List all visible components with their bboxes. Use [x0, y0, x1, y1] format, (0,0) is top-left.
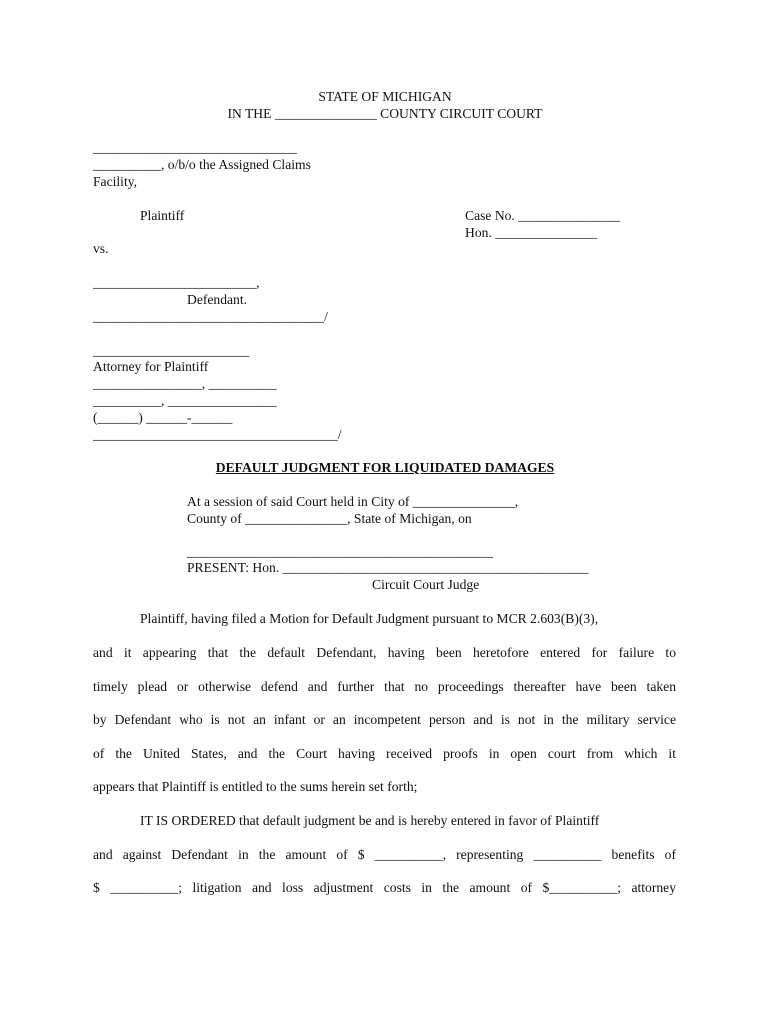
order-line: IT IS ORDERED that default judgment be and is hereby entered in favor of Plaintiff: [140, 813, 600, 828]
plaintiff-label: Plaintiff: [140, 208, 185, 223]
session-line: At a session of said Court held in City of _______________,: [187, 494, 519, 509]
versus-label: vs.: [93, 241, 109, 256]
present-judge-line: PRESENT: Hon. _____________________________________________: [187, 560, 589, 575]
attorney-phone: (______) ______-______: [93, 410, 233, 425]
caption-closing-line: __________________________________/: [93, 309, 328, 324]
attorney-label: Attorney for Plaintiff: [93, 359, 209, 374]
plaintiff-name-blank: ______________________________: [93, 140, 297, 155]
court-heading: IN THE _______________ COUNTY CIRCUIT COURT: [227, 106, 543, 121]
paragraph-line: by Defendant who is not an infant or an incompetent person and is not in the military service: [93, 712, 676, 727]
defendant-label: Defendant.: [187, 292, 248, 307]
order-line: and against Defendant in the amount of $ __________, representing __________ benefits of: [93, 847, 676, 862]
state-heading: STATE OF MICHIGAN: [318, 89, 452, 104]
judge-name: Hon. _______________: [465, 225, 598, 240]
session-date-blank: _____________________________________________: [187, 544, 493, 559]
paragraph-line: timely plead or otherwise defend and further that no proceedings thereafter have been taken: [93, 679, 676, 694]
paragraph-line: Plaintiff, having filed a Motion for Default Judgment pursuant to MCR 2.603(B)(3),: [140, 611, 599, 626]
order-line: $ __________; litigation and loss adjustment costs in the amount of $__________; attorney: [93, 880, 676, 895]
attorney-name-blank: _______________________: [93, 343, 250, 358]
paragraph-line: appears that Plaintiff is entitled to the sums herein set forth;: [93, 779, 418, 794]
defendant-name-blank: ________________________,: [93, 275, 260, 290]
case-number: Case No. _______________: [465, 208, 621, 223]
document-title: DEFAULT JUDGMENT FOR LIQUIDATED DAMAGES: [215, 460, 555, 475]
session-line: County of _______________, State of Michigan, on: [187, 511, 472, 526]
paragraph-line: of the United States, and the Court having received proofs in open court from which it: [93, 746, 676, 761]
attorney-closing-line: ____________________________________/: [93, 427, 342, 442]
attorney-address-line: __________, ________________: [93, 393, 277, 408]
paragraph-line: and it appearing that the default Defendant, having been heretofore entered for failure to: [93, 645, 676, 660]
plaintiff-name-line: Facility,: [93, 174, 138, 189]
judge-title: Circuit Court Judge: [372, 577, 480, 592]
plaintiff-name-line: __________, o/b/o the Assigned Claims: [93, 157, 311, 172]
attorney-address-line: ________________, __________: [93, 376, 277, 391]
